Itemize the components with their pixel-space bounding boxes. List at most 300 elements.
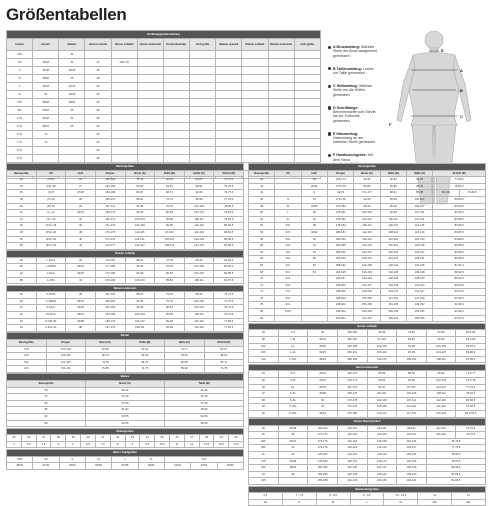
- table-cell: 38: [51, 435, 66, 442]
- table-cell: 80-82,5: [456, 397, 486, 404]
- table-cell: 116-119: [354, 236, 380, 243]
- column-header: US: [275, 170, 301, 177]
- table-cell: 75-76,5: [214, 183, 244, 190]
- table-cell: 4XL: [275, 256, 301, 263]
- table-cell: 5XL: [275, 276, 301, 283]
- table-row: [7, 318, 244, 325]
- table-cell: 178-184: [308, 458, 338, 465]
- table-cell: 28: [249, 397, 279, 404]
- table-cell: 34: [66, 277, 96, 284]
- table-title: Stiefelgrößen: [7, 428, 244, 435]
- column-header: Herren: [33, 39, 59, 51]
- table-cell: 178-184: [327, 223, 353, 230]
- table-cell: 27: [249, 391, 279, 398]
- table-cell: [242, 91, 268, 99]
- table-cell: (3XL) 24: [36, 243, 66, 250]
- table-cell: 86-89,5: [433, 256, 486, 263]
- table-cell: [294, 147, 320, 155]
- table-cell: 174-180: [327, 203, 353, 210]
- table-cell: K-XL: [278, 397, 308, 404]
- table-cell: 175-184: [308, 452, 338, 459]
- table-cell: 23: [7, 318, 37, 325]
- table-cell: [294, 99, 320, 107]
- table-cell: 77-80,0: [214, 318, 244, 325]
- column-header: Körper: [327, 170, 353, 177]
- table-cell: 34: [7, 183, 37, 190]
- table-cell: 82-85: [354, 177, 380, 184]
- table-cell: 108-111: [426, 356, 456, 363]
- table-cell: [190, 139, 216, 147]
- table-cell: 61-64: [125, 346, 165, 353]
- table-cell: 41: [95, 435, 110, 442]
- table-cell: [242, 59, 268, 67]
- table-row: [7, 91, 321, 99]
- table-cell: 96-99: [426, 371, 456, 378]
- table-cell: 77-79,5: [456, 384, 486, 391]
- table-cell: 50: [85, 83, 111, 91]
- table-cell: 104-107: [184, 210, 214, 217]
- table-cell: 30/31: [301, 183, 327, 190]
- measurement-note: [328, 106, 378, 123]
- table-cell: 65-69: [125, 353, 165, 360]
- table-cell: 175-181: [327, 210, 353, 217]
- table-row: [7, 216, 244, 223]
- column-header: Schritt (D): [204, 339, 244, 346]
- table-cell: 158-164: [95, 177, 125, 184]
- table-cell: 50: [7, 236, 37, 243]
- table-cell: 35: [7, 435, 22, 442]
- table-row: [7, 435, 244, 442]
- table-cell: [216, 107, 242, 115]
- table-cell: 87-89,5: [456, 356, 486, 363]
- table-cell: 152-155: [406, 309, 432, 316]
- table-cell: 171-176: [95, 223, 125, 230]
- table-cell: [59, 139, 85, 147]
- table-cell: 5 XL: [7, 123, 33, 131]
- table-cell: 78-80,5: [214, 203, 244, 210]
- size-table: [6, 428, 244, 449]
- table-cell: [163, 59, 189, 67]
- table-cell: 59/60: [138, 463, 164, 470]
- table-cell: [190, 59, 216, 67]
- table-cell: 167-172: [95, 325, 125, 332]
- table-cell: 84-88,0: [456, 350, 486, 357]
- table-row: [249, 404, 486, 411]
- column-header: Brust (A): [354, 170, 380, 177]
- table-cell: 108-111: [184, 312, 214, 319]
- table-row: [249, 315, 486, 322]
- table-cell: 30/31: [308, 371, 338, 378]
- table-cell: 77-78,0: [214, 196, 244, 203]
- table-cell: 138-140: [406, 276, 432, 283]
- table-cell: 75,5-78: [456, 378, 486, 385]
- table-cell: 170-180: [337, 410, 367, 417]
- table-cell: [216, 115, 242, 123]
- table-cell: 97-101: [397, 384, 427, 391]
- table-cell: [268, 67, 294, 75]
- table-cell: 78-80,0: [426, 452, 485, 459]
- column-header: US: [36, 170, 66, 177]
- table-row: [7, 366, 244, 373]
- table-cell: 72-75: [155, 196, 185, 203]
- bullet-icon: [328, 106, 331, 109]
- table-cell: 81-83,5: [426, 471, 485, 478]
- table-cell: 82-85,0: [214, 264, 244, 271]
- table-row: [7, 196, 244, 203]
- table-cell: 183-188: [327, 243, 353, 250]
- table-cell: (XL) 16: [36, 216, 66, 223]
- table-cell: 26: [249, 384, 279, 391]
- table-cell: 186-190: [327, 256, 353, 263]
- table-cell: 43: [125, 435, 140, 442]
- table-cell: 86-90: [165, 366, 205, 373]
- table-cell: [216, 147, 242, 155]
- table-cell: L-XXL: [278, 356, 308, 363]
- table-cell: 80-82,5: [214, 223, 244, 230]
- measurement-note: [328, 45, 378, 58]
- table-cell: 28: [66, 292, 96, 299]
- table-cell: 112-115: [184, 223, 214, 230]
- table-cell: L: [350, 499, 384, 506]
- table-cell: L-DXL: [36, 277, 66, 284]
- table-cell: 84-87,5: [214, 277, 244, 284]
- table-cell: 102-106: [397, 391, 427, 398]
- table-row: [7, 67, 321, 75]
- table-cell: 44: [140, 435, 155, 442]
- table-cell: 12: [184, 441, 199, 448]
- table-title: Herren untersetzt: [249, 364, 486, 371]
- table-cell: 36: [21, 435, 36, 442]
- table-cell: 96-99: [397, 350, 427, 357]
- table-cell: 305: [249, 445, 279, 452]
- table-cell: 90-94,5: [433, 289, 486, 296]
- table-cell: 80-83: [125, 183, 155, 190]
- table-cell: 79-81,5: [214, 210, 244, 217]
- table-cell: XL: [275, 216, 301, 223]
- table-cell: 112-116: [380, 236, 406, 243]
- column-header: Brust (A): [86, 381, 165, 388]
- table-cell: 100-103: [354, 210, 380, 217]
- table-cell: 20: [7, 298, 37, 305]
- table-cell: 180-184: [327, 229, 353, 236]
- table-cell: 110: [249, 356, 279, 363]
- table-cell: 116-119: [337, 438, 367, 445]
- table-title: Herren Bauchgrößen: [249, 419, 486, 426]
- table-cell: 91-95,5: [433, 295, 486, 302]
- table-cell: 4XL: [275, 262, 301, 269]
- table-cell: 80: [249, 309, 275, 316]
- table-cell: [268, 107, 294, 115]
- table-cell: 40: [66, 236, 96, 243]
- table-cell: [163, 83, 189, 91]
- table-cell: 120-123: [184, 236, 214, 243]
- table-cell: 46: [169, 435, 184, 442]
- table-cell: 30/31: [308, 336, 338, 343]
- table-cell: 52: [59, 115, 85, 123]
- table-cell: 198-202: [327, 309, 353, 316]
- table-cell: 155-158: [406, 315, 432, 322]
- table-cell: 75-76,5: [214, 305, 244, 312]
- table-cell: (XS) 4/6: [36, 183, 66, 190]
- table-cell: 94: [249, 330, 279, 337]
- table-row: [249, 177, 486, 184]
- table-cell: [137, 67, 163, 75]
- table-cell: [216, 139, 242, 147]
- table-cell: 46: [7, 223, 37, 230]
- table-cell: L: [275, 210, 301, 217]
- table-cell: [190, 107, 216, 115]
- table-cell: 104-107: [397, 432, 427, 439]
- table-cell: 76-76,5: [214, 312, 244, 319]
- table-cell: 345: [249, 478, 279, 485]
- table-cell: 177-182: [95, 264, 125, 271]
- table-cell: 151-155: [380, 302, 406, 309]
- table-row: [7, 229, 244, 236]
- table-cell: 72-78: [204, 366, 244, 373]
- table-cell: 159-163: [380, 315, 406, 322]
- table-cell: [111, 147, 137, 155]
- table-cell: 182-186: [308, 471, 338, 478]
- table-cell: 128-131: [367, 471, 397, 478]
- column-header: Taille (B): [165, 381, 244, 388]
- column-header: Inch-größe: [294, 39, 320, 51]
- table-cell: 5XL: [275, 269, 301, 276]
- table-cell: 194-197: [327, 276, 353, 283]
- table-cell: 106-109: [367, 404, 397, 411]
- table-cell: 120-123: [337, 445, 367, 452]
- table-cell: 176-181: [95, 257, 125, 264]
- table-cell: 168-176: [337, 391, 367, 398]
- table-cell: [111, 115, 137, 123]
- note-text: Stärkste Stelle der Brust waagerecht gemessen.: [333, 45, 377, 58]
- table-cell: [216, 83, 242, 91]
- table-cell: 96-99: [125, 264, 155, 271]
- table-cell: 116-119: [380, 243, 406, 250]
- column-header: Basisgröße: [7, 339, 47, 346]
- column-header: inch: [66, 170, 96, 177]
- table-cell: 40: [308, 397, 338, 404]
- table-cell: [59, 155, 85, 163]
- table-cell: 81-82,5: [456, 404, 486, 411]
- table-cell: [163, 115, 189, 123]
- table-row: [7, 99, 321, 107]
- table-cell: 9 - 9,5: [350, 493, 384, 500]
- table-cell: 29: [308, 330, 338, 337]
- table-cell: 32/33: [66, 264, 96, 271]
- table-cell: [137, 83, 163, 91]
- bullet-icon: [328, 46, 331, 49]
- table-cell: 54: [249, 223, 275, 230]
- table-cell: 102-105: [367, 343, 397, 350]
- table-cell: 128: [7, 346, 47, 353]
- table-cell: 108-111: [426, 391, 456, 398]
- table-cell: 70: [249, 276, 275, 283]
- table-cell: 117-128: [46, 346, 86, 353]
- table-cell: 96-99: [406, 183, 432, 190]
- table-cell: 96-99: [125, 305, 155, 312]
- table-row: [7, 203, 244, 210]
- table-cell: 62: [85, 131, 111, 139]
- table-cell: 31/32: [308, 378, 338, 385]
- table-cell: 104-111: [367, 425, 397, 432]
- table-cell: XXL: [7, 99, 33, 107]
- table-cell: 177-182: [95, 271, 125, 278]
- table-cell: M: [316, 499, 350, 506]
- table-cell: 48/50: [33, 75, 59, 83]
- table-cell: [294, 131, 320, 139]
- table-cell: 108-111: [380, 229, 406, 236]
- table-title: Kinder: [7, 333, 244, 340]
- table-cell: 47-50: [165, 400, 244, 407]
- table-cell: (3XL) 22: [36, 236, 66, 243]
- table-cell: 9XL: [275, 302, 301, 309]
- table-cell: [294, 83, 320, 91]
- table-cell: [294, 155, 320, 163]
- table-cell: 84-87: [184, 177, 214, 184]
- table-cell: 48/49: [7, 463, 33, 470]
- table-cell: 106-110: [367, 350, 397, 357]
- table-cell: 104-107: [426, 350, 456, 357]
- table-cell: [216, 59, 242, 67]
- table-cell: 93-97,0: [433, 315, 486, 322]
- table-cell: 78-81,5: [433, 183, 486, 190]
- table-cell: 48: [7, 229, 37, 236]
- table-row: [7, 413, 244, 420]
- size-table: [6, 285, 244, 332]
- table-cell: 172-176: [308, 438, 338, 445]
- table-cell: 60: [249, 243, 275, 250]
- table-row: [249, 445, 486, 452]
- table-cell: 64: [85, 139, 111, 147]
- table-cell: 55/56: [85, 463, 111, 470]
- table-cell: 18: [7, 257, 37, 264]
- table-cell: 48: [85, 75, 111, 83]
- table-cell: [216, 131, 242, 139]
- table-cell: [111, 83, 137, 91]
- table-cell: 138-139: [397, 465, 427, 472]
- table-cell: 128-131: [337, 458, 367, 465]
- table-cell: 185-190: [327, 249, 353, 256]
- table-cell: 6,5: [249, 493, 283, 500]
- table-row: [249, 336, 486, 343]
- table-cell: 72-75: [155, 292, 185, 299]
- table-cell: 9: [125, 441, 140, 448]
- table-cell: 104-109: [125, 223, 155, 230]
- table-cell: 104-107: [426, 384, 456, 391]
- table-cell: [163, 147, 189, 155]
- table-cell: 58: [85, 115, 111, 123]
- table-cell: 46: [249, 196, 275, 203]
- table-cell: 132-135: [367, 478, 397, 485]
- table-cell: 13,5: [214, 441, 229, 448]
- note-text: Halsumfang an der stärksten Stelle gemessen.: [333, 136, 376, 144]
- table-cell: 104-107: [184, 305, 214, 312]
- table-cell: 110-115: [125, 229, 155, 236]
- table-cell: M: [85, 456, 111, 463]
- table-cell: 132-135: [380, 269, 406, 276]
- table-row: [7, 257, 244, 264]
- table-cell: 163-168: [95, 312, 125, 319]
- table-cell: 25: [249, 425, 279, 432]
- table-cell: 25: [249, 378, 279, 385]
- table-cell: L-M: [278, 336, 308, 343]
- table-cell: L: [112, 456, 138, 463]
- table-cell: 52-55: [86, 413, 165, 420]
- table-cell: 79-82,5: [459, 190, 485, 197]
- table-cell: 50: [229, 435, 244, 442]
- table-row: [249, 196, 486, 203]
- table-cell: 36/38: [59, 67, 85, 75]
- table-cell: [268, 91, 294, 99]
- table-row: [249, 295, 486, 302]
- page-title: Größentabellen: [6, 5, 127, 25]
- table-cell: K-XXL: [278, 410, 308, 417]
- table-cell: 90-94: [155, 318, 185, 325]
- table-cell: 120-123: [406, 236, 432, 243]
- note-name: E Halsumfang:: [333, 132, 358, 136]
- table-cell: 170-175: [327, 183, 353, 190]
- column-header: Schritt (D): [214, 170, 244, 177]
- table-cell: [111, 67, 137, 75]
- table-cell: 40: [7, 203, 37, 210]
- table-cell: 171-176: [95, 229, 125, 236]
- table-cell: 96-99: [125, 210, 155, 217]
- table-cell: [163, 67, 189, 75]
- table-cell: [242, 115, 268, 123]
- table-cell: 82-84,5: [426, 478, 485, 485]
- table-cell: 45: [155, 435, 170, 442]
- table-cell: 3XL: [275, 249, 301, 256]
- table-cell: 14,5: [229, 441, 244, 448]
- column-header: Taille (B): [125, 339, 165, 346]
- note-name: A Brustumfang:: [333, 45, 360, 49]
- table-cell: 100-103: [184, 203, 214, 210]
- table-cell: 76-77,0: [214, 190, 244, 197]
- table-row: [249, 371, 486, 378]
- table-cell: S: [301, 190, 327, 197]
- table-row: [7, 387, 244, 394]
- table-cell: 80-82,5: [426, 465, 485, 472]
- table-cell: 62: [249, 249, 275, 256]
- table-cell: (S) 10: [36, 196, 66, 203]
- table-cell: 32/33: [66, 271, 96, 278]
- table-cell: 54-56: [86, 420, 165, 427]
- table-cell: 107-111: [397, 397, 427, 404]
- table-cell: 89-93,5: [433, 282, 486, 289]
- table-cell: 34/36: [308, 350, 338, 357]
- table-cell: 6,5: [81, 441, 96, 448]
- table-cell: [216, 155, 242, 163]
- table-cell: 112-119: [367, 432, 397, 439]
- table-cell: 79-85: [86, 366, 126, 373]
- table-cell: 112-115: [426, 425, 456, 432]
- table-row: [249, 249, 486, 256]
- table-cell: 92-96: [367, 330, 397, 337]
- table-cell: 34: [66, 216, 96, 223]
- table-row: [249, 269, 486, 276]
- table-cell: [294, 123, 320, 131]
- table-cell: 92-96: [397, 378, 427, 385]
- table-cell: 20: [7, 264, 37, 271]
- table-cell: 68-73: [86, 353, 126, 360]
- measurement-notes: [328, 45, 378, 175]
- table-cell: [190, 75, 216, 83]
- table-cell: 84-88,5: [433, 236, 486, 243]
- table-title: Helm / Kopfgrößen: [7, 449, 244, 456]
- table-cell: L-DL/L: [36, 271, 66, 278]
- table-cell: 78-81: [165, 353, 205, 360]
- table-cell: 52/54: [33, 83, 59, 91]
